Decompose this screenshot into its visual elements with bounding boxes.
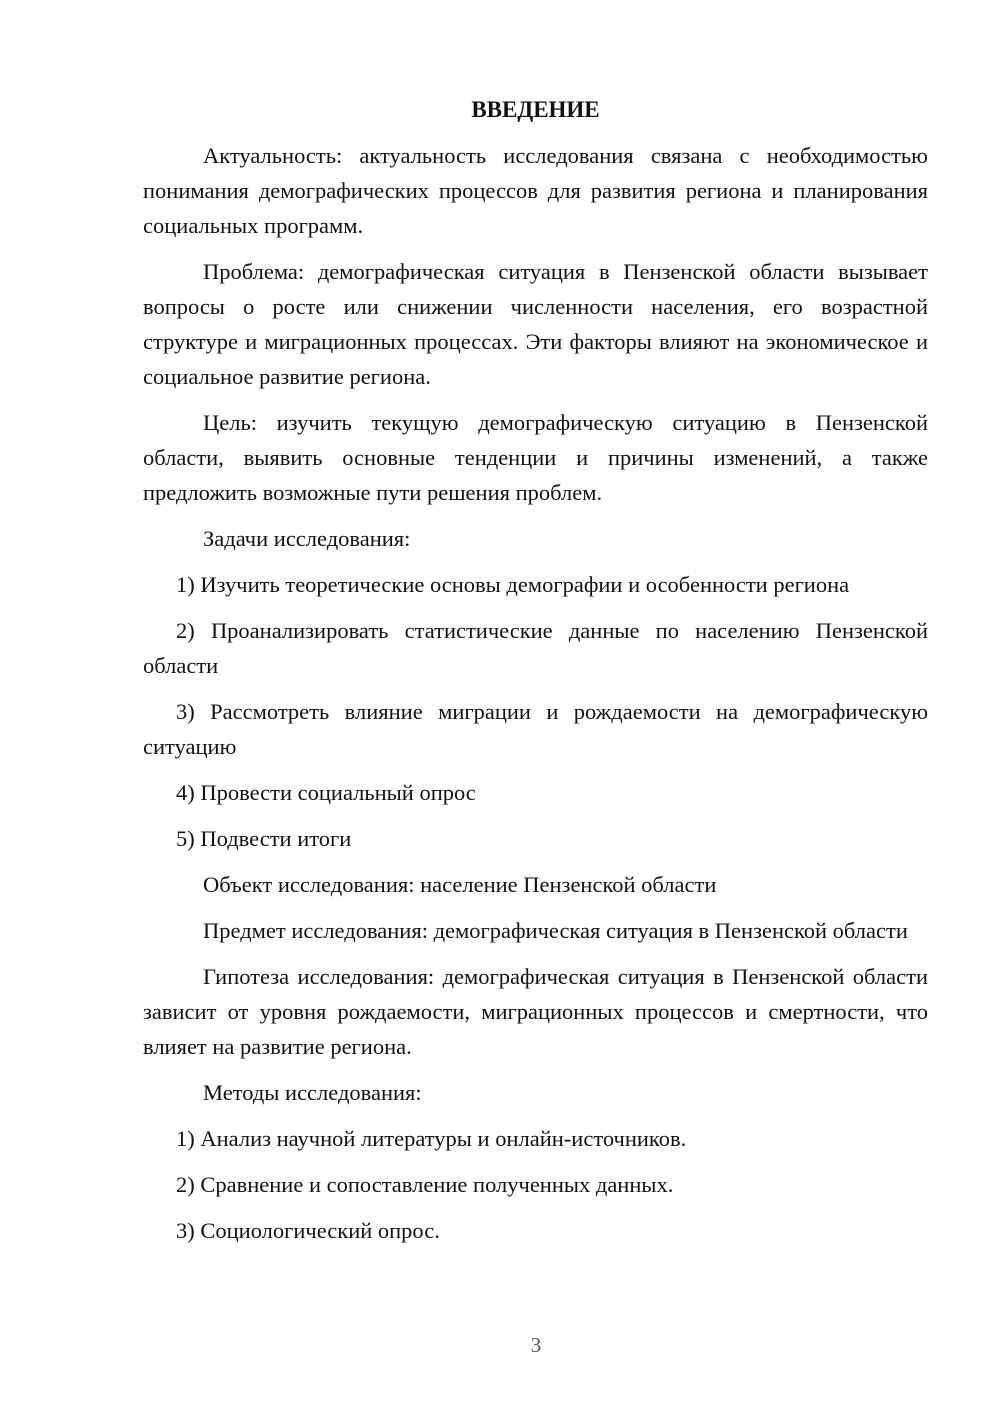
paragraph-relevance: Актуальность: актуальность исследования связана с необходимостью понимания демографических процессов для развития региона и планирования социальных программ.: [143, 143, 928, 238]
document-page: [143, 92, 928, 1259]
list-item-task-3: 3) Рассмотреть влияние миграции и рождаемости на демографическую ситуацию: [143, 699, 928, 759]
section-title: ВВЕДЕНИЕ: [471, 97, 600, 122]
paragraph-subject: Предмет исследования: демографическая ситуация в Пензенской области: [203, 918, 908, 943]
list-item-task-1: 1) Изучить теоретические основы демографии и особенности региона: [176, 572, 850, 597]
paragraph-problem: Проблема: демографическая ситуация в Пензенской области вызывает вопросы о росте или снижении численности населения, его возрастной структуре и миграционных процессах. Эти факторы влияют на экономическое и социальное развитие региона.: [143, 259, 928, 389]
paragraph-goal: Цель: изучить текущую демографическую ситуацию в Пензенской области, выявить основные тенденции и причины изменений, а также предложить возможные пути решения проблем.: [143, 410, 928, 505]
list-item-task-5: 5) Подвести итоги: [176, 826, 352, 851]
page-number: 3: [530, 1333, 542, 1357]
list-item-method-1: 1) Анализ научной литературы и онлайн-источников.: [176, 1126, 687, 1151]
paragraph-object: Объект исследования: население Пензенской области: [203, 872, 717, 897]
list-item-method-3: 3) Социологический опрос.: [176, 1218, 440, 1243]
paragraph-hypothesis: Гипотеза исследования: демографическая ситуация в Пензенской области зависит от уровня рождаемости, миграционных процессов и смертности, что влияет на развитие региона.: [143, 964, 928, 1059]
paragraph-methods-heading: Методы исследования:: [203, 1080, 422, 1105]
paragraph-tasks-heading: Задачи исследования:: [203, 526, 411, 551]
list-item-method-2: 2) Сравнение и сопоставление полученных данных.: [176, 1172, 674, 1197]
list-item-task-4: 4) Провести социальный опрос: [176, 780, 476, 805]
list-item-task-2: 2) Проанализировать статистические данные по населению Пензенской области: [143, 618, 928, 678]
